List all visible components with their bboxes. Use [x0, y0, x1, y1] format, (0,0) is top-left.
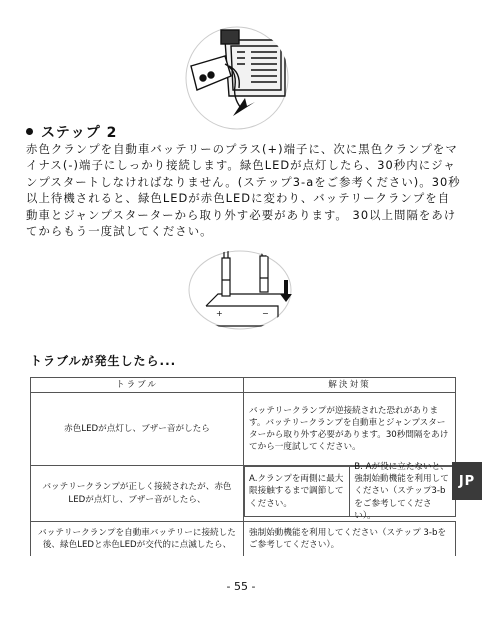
solution-cell: 強制始動機能を利用してください（ステップ 3-bをご参考してください）。: [244, 522, 456, 557]
problem-cell: 赤色LEDが点灯し、ブザー音がしたら: [31, 393, 244, 466]
clamp-connection-drawing: [185, 26, 289, 130]
table-row: [31, 522, 456, 557]
step-2-instructions: 赤色クランプを自動車バッテリーのプラス(+)端子に、次に黒色クランプをマイナス(-)端子にしっかり接続します。緑色LEDが点灯したら、30秒内にジャンプスタートしなければなりません。(ステップ3-aをご参考ください)。30秒以上待機されると、緑色LEDが赤色LEDに変わり、バッテリークランプを自動車とジャンプスターターから取り外す必要があります。 30以上間隔をあけてからもう一度試してください。: [26, 142, 461, 239]
jump-starter-connection-illustration: [185, 26, 289, 130]
split-solution-cell: [244, 462, 456, 521]
solution-column-header: 解決対策: [244, 378, 456, 393]
problem-cell: バッテリークランプが正しく接続されたが、赤色LEDが点灯し、ブザー音がしたら、: [31, 466, 244, 522]
solution-a: A.クランプを両側に最大限接触するまで調節してください。: [249, 474, 344, 509]
troubleshooting-table: [30, 377, 456, 556]
table-row: [31, 466, 456, 522]
language-tab: JP: [452, 462, 482, 500]
table-header-row: [31, 378, 456, 393]
page-number: - 55 -: [226, 580, 256, 593]
svg-text:−: −: [262, 309, 269, 318]
clamp-removal-illustration: [188, 250, 292, 330]
clamp-removal-drawing: [188, 250, 292, 330]
solution-cell: バッテリークランプが逆接続された恐れがあります。バッテリークランプを自動車とジャンプスターターから取り外す必要があります。30秒間隔をあけてから一度試してください。: [244, 393, 456, 466]
troubleshooting-heading: トラブルが発生したら...: [30, 354, 177, 368]
table-row: [31, 393, 456, 466]
solution-b: B. Aが役に立たないと、強制始動機能を利用してください（ステップ3-bをご参考してください）。: [349, 467, 454, 516]
svg-text:+: +: [216, 309, 223, 318]
problem-column-header: トラブル: [31, 378, 244, 393]
problem-cell: バッテリークランプを自動車バッテリーに接続した後、緑色LEDと赤色LEDが交代的に点滅したら、: [31, 522, 244, 557]
bullet-icon: [26, 128, 33, 135]
step-2-title: ステップ 2: [41, 125, 118, 141]
step-2-heading: [26, 122, 117, 142]
